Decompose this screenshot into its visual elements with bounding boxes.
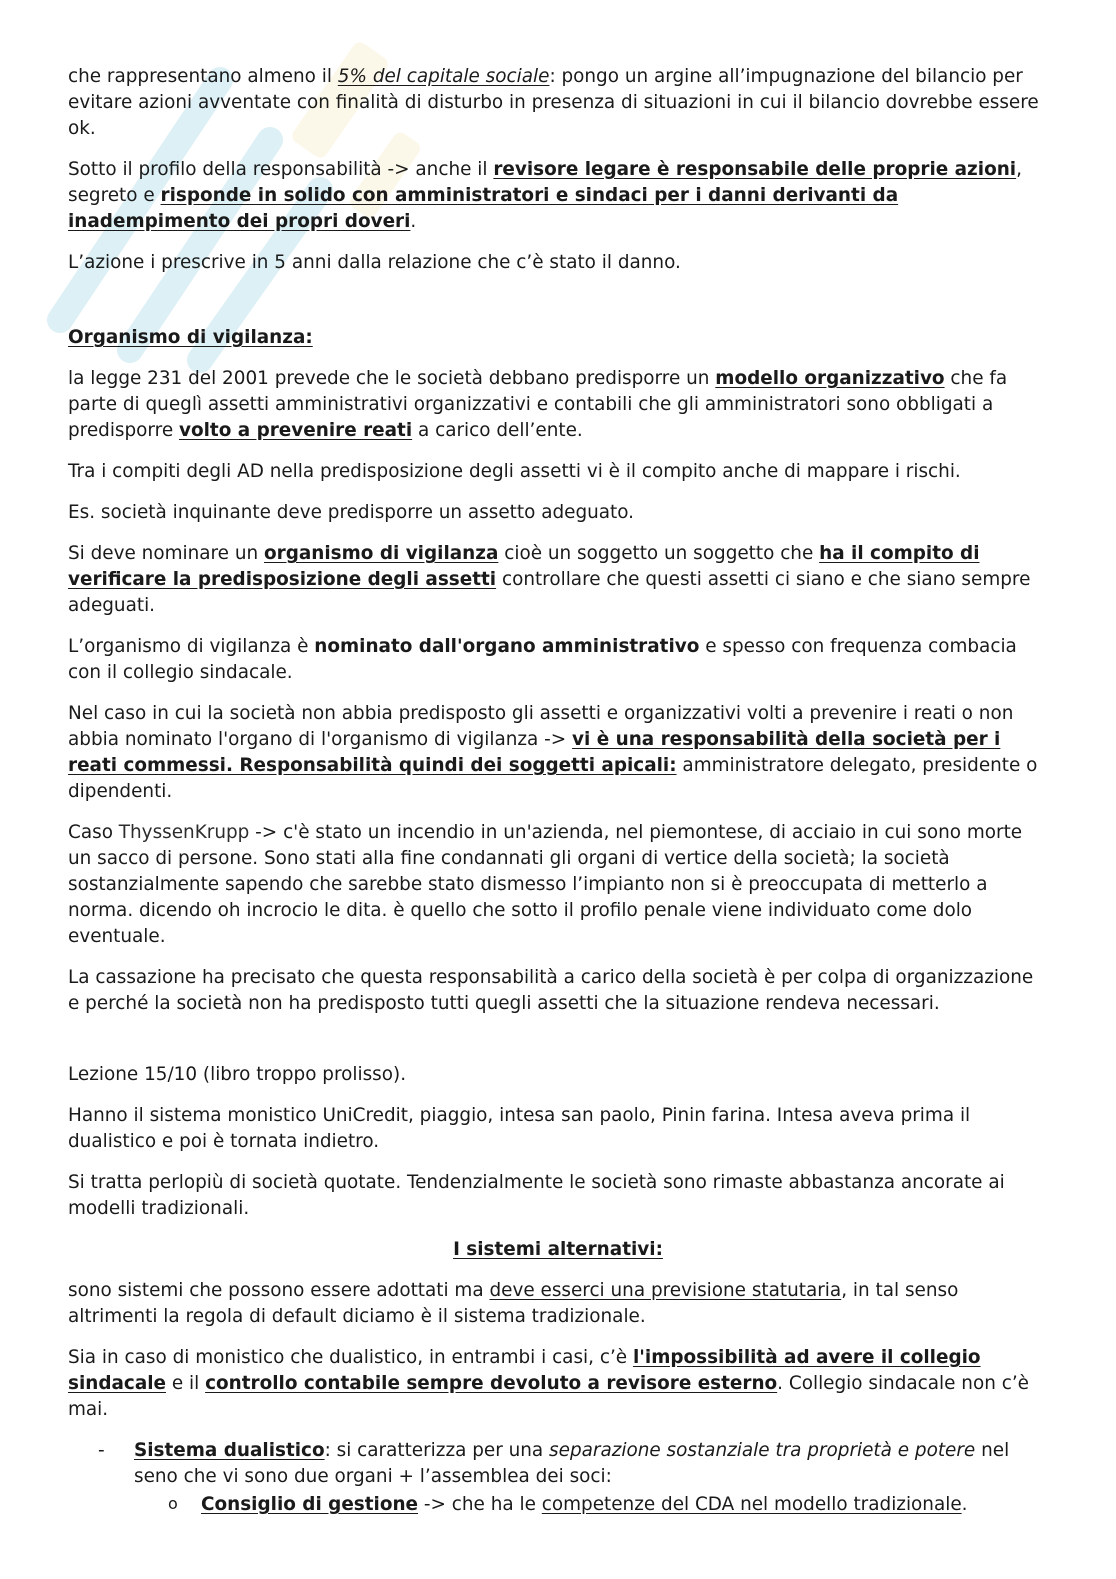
text: L’organismo di vigilanza è: [68, 636, 315, 657]
paragraph-monistico-esempi: Hanno il sistema monistico UniCredit, piaggio, intesa san paolo, Pinin farina. Intesa aveva prima il dualistico e poi è tornata indietro.: [68, 1105, 971, 1152]
paragraph-nomina-organismo: [68, 541, 1048, 619]
paragraph-quota-capitale: [68, 64, 1048, 142]
list-item-dualistico: [68, 1438, 1048, 1490]
paragraph-previsione-statutaria: [68, 1278, 1048, 1330]
dash-bullet: -: [98, 1440, 105, 1461]
paragraph-societa-quotate: Si tratta perlopiù di società quotate. Tendenzialmente le società sono rimaste abbastanza ancorate ai modelli tradizionali.: [68, 1172, 1005, 1219]
text: , in tal senso altrimenti la regola di default diciamo è il sistema tradizionale.: [68, 1280, 959, 1327]
text: -> c'è stato un incendio in un'azienda, nel piemontese, di acciaio in cui sono morte un sacco di persone. Sono stati alla fine condannati gli organi di vertice della società; la società sostanzialmente sapendo che sarebbe stato dismesso l’impianto non si è preoccupata di metterlo a norma. dicendo oh incrocio le dita. è quello che sotto il profilo penale viene individuato come dolo eventuale.: [68, 822, 1023, 947]
text: .: [961, 1494, 968, 1515]
text: a carico dell’ente.: [412, 420, 583, 441]
emphasis-impossibilita-collegio: l'impossibilità ad avere il collegio sindacale: [68, 1347, 981, 1394]
text: Sotto il profilo della responsabilità -> anche il: [68, 159, 494, 180]
text: nel seno che vi sono due organi + l’assemblea dei soci:: [134, 1440, 1010, 1487]
text: Sia in caso di monistico che dualistico, in entrambi i casi, c’è: [68, 1347, 633, 1368]
paragraph-responsabilita-revisore: [68, 157, 1048, 235]
text: che rappresentano almeno il: [68, 66, 338, 87]
emphasis-consiglio-gestione: Consiglio di gestione: [201, 1494, 419, 1515]
paragraph-prescrizione: L’azione i prescrive in 5 anni dalla relazione che c’è stato il danno.: [68, 252, 681, 273]
text: cioè un soggetto un soggetto che: [498, 543, 820, 564]
paragraph-legge-231: [68, 366, 1048, 444]
paragraph-compiti-ad: Tra i compiti degli AD nella predisposizione degli assetti vi è il compito anche di mappare i rischi.: [68, 461, 961, 482]
paragraph-responsabilita-societa: [68, 701, 1048, 805]
emphasis-capitale-sociale: 5% del capitale sociale: [337, 66, 550, 87]
list-sistemi: [68, 1438, 1048, 1518]
text: sono sistemi che possono essere adottati ma: [68, 1280, 490, 1301]
text: Nel caso in cui la società non abbia predisposto gli assetti e organizzativi volti a prevenire i reati o non abbia nominato l'organo di l'organismo di vigilanza ->: [68, 703, 1014, 750]
emphasis-previsione-statutaria: deve esserci una previsione statutaria: [489, 1280, 842, 1301]
heading-organismo-vigilanza: Organismo di vigilanza:: [68, 327, 313, 348]
paragraph-cassazione: La cassazione ha precisato che questa responsabilità a carico della società è per colpa di organizzazione e perché la società non ha predisposto tutti quegli assetti che la situazione rendeva necessari.: [68, 967, 1034, 1014]
emphasis-separazione: separazione sostanziale tra proprietà e potere: [549, 1440, 976, 1461]
emphasis-organo-amministrativo: nominato dall'organo amministrativo: [314, 636, 700, 657]
paragraph-caso-thyssenkrupp: [68, 820, 1048, 950]
emphasis-organismo-vigilanza: organismo di vigilanza: [264, 543, 499, 564]
text: e spesso con frequenza combacia con il collegio sindacale.: [68, 636, 1017, 683]
emphasis-responsabilita-reati: vi è una responsabilità della società per i reati commessi. Responsabilità quindi dei soggetti apicali:: [68, 729, 1001, 776]
text: che fa parte di queglì assetti amministrativi organizzativi e contabili che gli amministratori sono obbligati a predisporre: [68, 368, 1008, 441]
emphasis-revisore: revisore legare è responsabile delle proprie azioni: [493, 159, 1017, 180]
emphasis-risponde-in-solido: risponde in solido con amministratori e sindaci per i danni derivanti da inadempimento dei propri doveri: [68, 185, 899, 232]
emphasis-sistema-dualistico: Sistema dualistico: [134, 1440, 325, 1461]
text: -> che ha le: [418, 1494, 542, 1515]
paragraph-esempio: Es. società inquinante deve predisporre un assetto adeguato.: [68, 502, 635, 523]
heading-sistemi-alternativi: I sistemi alternativi:: [453, 1239, 663, 1260]
emphasis-compito-verificare: ha il compito di verificare la predisposizione degli assetti: [68, 543, 980, 590]
text: , segreto e: [68, 159, 1022, 206]
text: Caso: [68, 822, 119, 843]
document-page: [68, 64, 1048, 1518]
circle-bullet: o: [168, 1494, 178, 1513]
emphasis-competenze-cda: competenze del CDA nel modello tradizionale: [541, 1494, 962, 1515]
text: : si caratterizza per una: [324, 1440, 550, 1461]
paragraph-nominato-da: [68, 634, 1048, 686]
thyssenkrupp-name: ThyssenKrupp: [118, 822, 250, 843]
text: Si deve nominare un: [68, 543, 264, 564]
emphasis-modello-organizzativo: modello organizzativo: [715, 368, 945, 389]
text: controllare che questi assetti ci siano e che siano sempre adeguati.: [68, 569, 1031, 616]
text: e il: [166, 1373, 206, 1394]
text: amministratore delegato, presidente o dipendenti.: [68, 755, 1038, 802]
list-subitem-consiglio-gestione: [68, 1492, 1048, 1518]
emphasis-prevenire-reati: volto a prevenire reati: [179, 420, 413, 441]
text: la legge 231 del 2001 prevede che le società debbano predisporre un: [68, 368, 716, 389]
text: . Collegio sindacale non c’è mai.: [68, 1373, 1029, 1420]
emphasis-controllo-contabile: controllo contabile sempre devoluto a revisore esterno: [205, 1373, 778, 1394]
paragraph-collegio-sindacale: [68, 1345, 1048, 1423]
text: : pongo un argine all’impugnazione del bilancio per evitare azioni avventate con finalità di disturbo in presenza di situazioni in cui il bilancio dovrebbe essere ok.: [68, 66, 1039, 139]
paragraph-lezione: Lezione 15/10 (libro troppo prolisso).: [68, 1064, 407, 1085]
text: .: [410, 211, 417, 232]
